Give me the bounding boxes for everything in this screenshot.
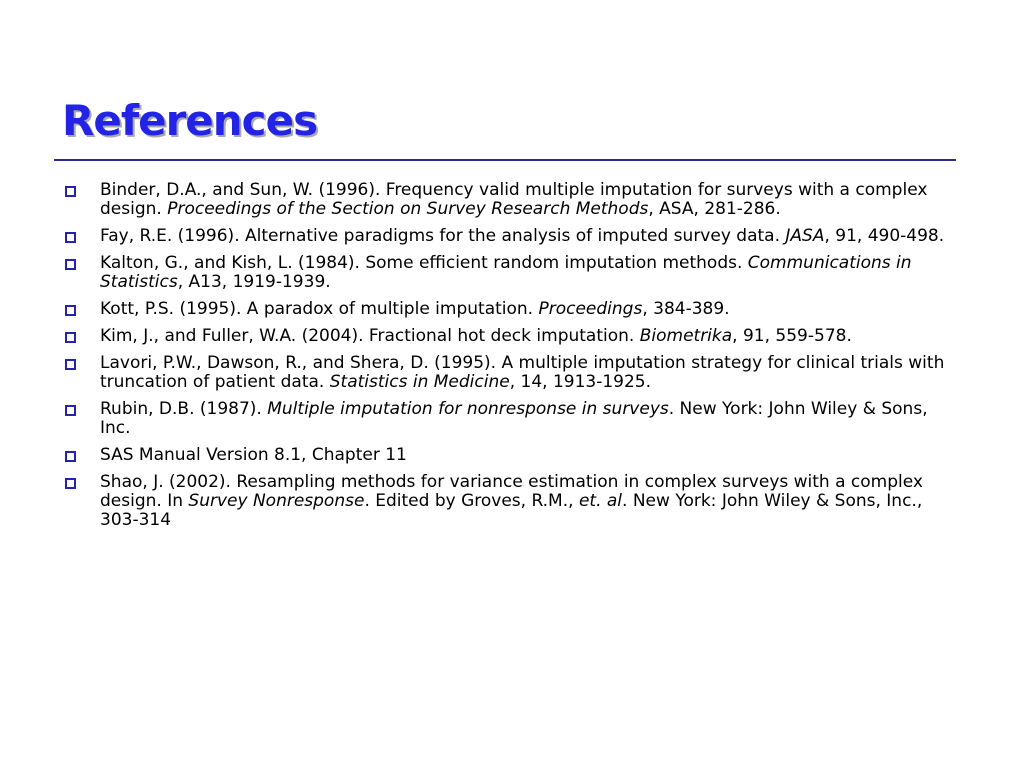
hollow-square-bullet-icon bbox=[65, 186, 76, 197]
reference-text: Rubin, D.B. (1987). bbox=[100, 399, 268, 419]
hollow-square-bullet-icon bbox=[65, 405, 76, 416]
reference-italic-text: Multiple imputation for nonresponse in surveys bbox=[267, 399, 669, 419]
reference-italic-text: Proceedings bbox=[538, 299, 643, 319]
reference-list bbox=[62, 181, 962, 538]
reference-text: Fay, R.E. (1996). Alternative paradigms for the analysis of imputed survey data. bbox=[100, 226, 786, 246]
reference-item bbox=[62, 300, 962, 319]
reference-text: SAS Manual Version 8.1, Chapter 11 bbox=[100, 445, 407, 465]
reference-italic-text: Proceedings of the Section on Survey Research Methods bbox=[167, 199, 649, 219]
reference-item bbox=[62, 327, 962, 346]
reference-italic-text: Survey Nonresponse bbox=[188, 491, 365, 511]
reference-text: . New York: John Wiley & Sons, Inc. bbox=[100, 399, 928, 438]
reference-text: Lavori, P.W., Dawson, R., and Shera, D. (1995). A multiple imputation strategy for clinical trials with truncation of patient data. bbox=[100, 353, 945, 392]
reference-text: , 384-389. bbox=[642, 299, 730, 319]
page-title: References bbox=[62, 96, 318, 145]
reference-text: , ASA, 281-286. bbox=[648, 199, 781, 219]
hollow-square-bullet-icon bbox=[65, 232, 76, 243]
reference-text: , A13, 1919-1939. bbox=[177, 272, 331, 292]
reference-item bbox=[62, 400, 962, 438]
reference-item bbox=[62, 254, 962, 292]
hollow-square-bullet-icon bbox=[65, 305, 76, 316]
reference-text: Binder, D.A., and Sun, W. (1996). Frequency valid multiple imputation for surveys with a complex design. bbox=[100, 180, 928, 219]
reference-item bbox=[62, 181, 962, 219]
reference-item bbox=[62, 354, 962, 392]
reference-text: . New York: John Wiley & Sons, Inc., 303-314 bbox=[100, 491, 923, 530]
reference-text: . Edited by Groves, R.M., bbox=[364, 491, 579, 511]
reference-italic-text: et. al bbox=[578, 491, 623, 511]
reference-item bbox=[62, 473, 962, 530]
reference-text: Kalton, G., and Kish, L. (1984). Some efficient random imputation methods. bbox=[100, 253, 748, 273]
hollow-square-bullet-icon bbox=[65, 451, 76, 462]
reference-italic-text: Biometrika bbox=[639, 326, 733, 346]
reference-italic-text: Statistics in Medicine bbox=[329, 372, 510, 392]
reference-italic-text: JASA bbox=[785, 226, 825, 246]
hollow-square-bullet-icon bbox=[65, 359, 76, 370]
reference-text: , 91, 490-498. bbox=[824, 226, 945, 246]
reference-item bbox=[62, 227, 962, 246]
reference-item bbox=[62, 446, 962, 465]
hollow-square-bullet-icon bbox=[65, 332, 76, 343]
hollow-square-bullet-icon bbox=[65, 259, 76, 270]
reference-italic-text: Communications in Statistics bbox=[100, 253, 912, 292]
reference-text: Kim, J., and Fuller, W.A. (2004). Fractional hot deck imputation. bbox=[100, 326, 640, 346]
reference-text: Kott, P.S. (1995). A paradox of multiple imputation. bbox=[100, 299, 539, 319]
reference-text: , 91, 559-578. bbox=[732, 326, 852, 346]
reference-text: , 14, 1913-1925. bbox=[509, 372, 652, 392]
title-divider bbox=[54, 159, 956, 161]
hollow-square-bullet-icon bbox=[65, 478, 76, 489]
reference-text: Shao, J. (2002). Resampling methods for variance estimation in complex surveys with a complex design. In bbox=[100, 472, 923, 511]
